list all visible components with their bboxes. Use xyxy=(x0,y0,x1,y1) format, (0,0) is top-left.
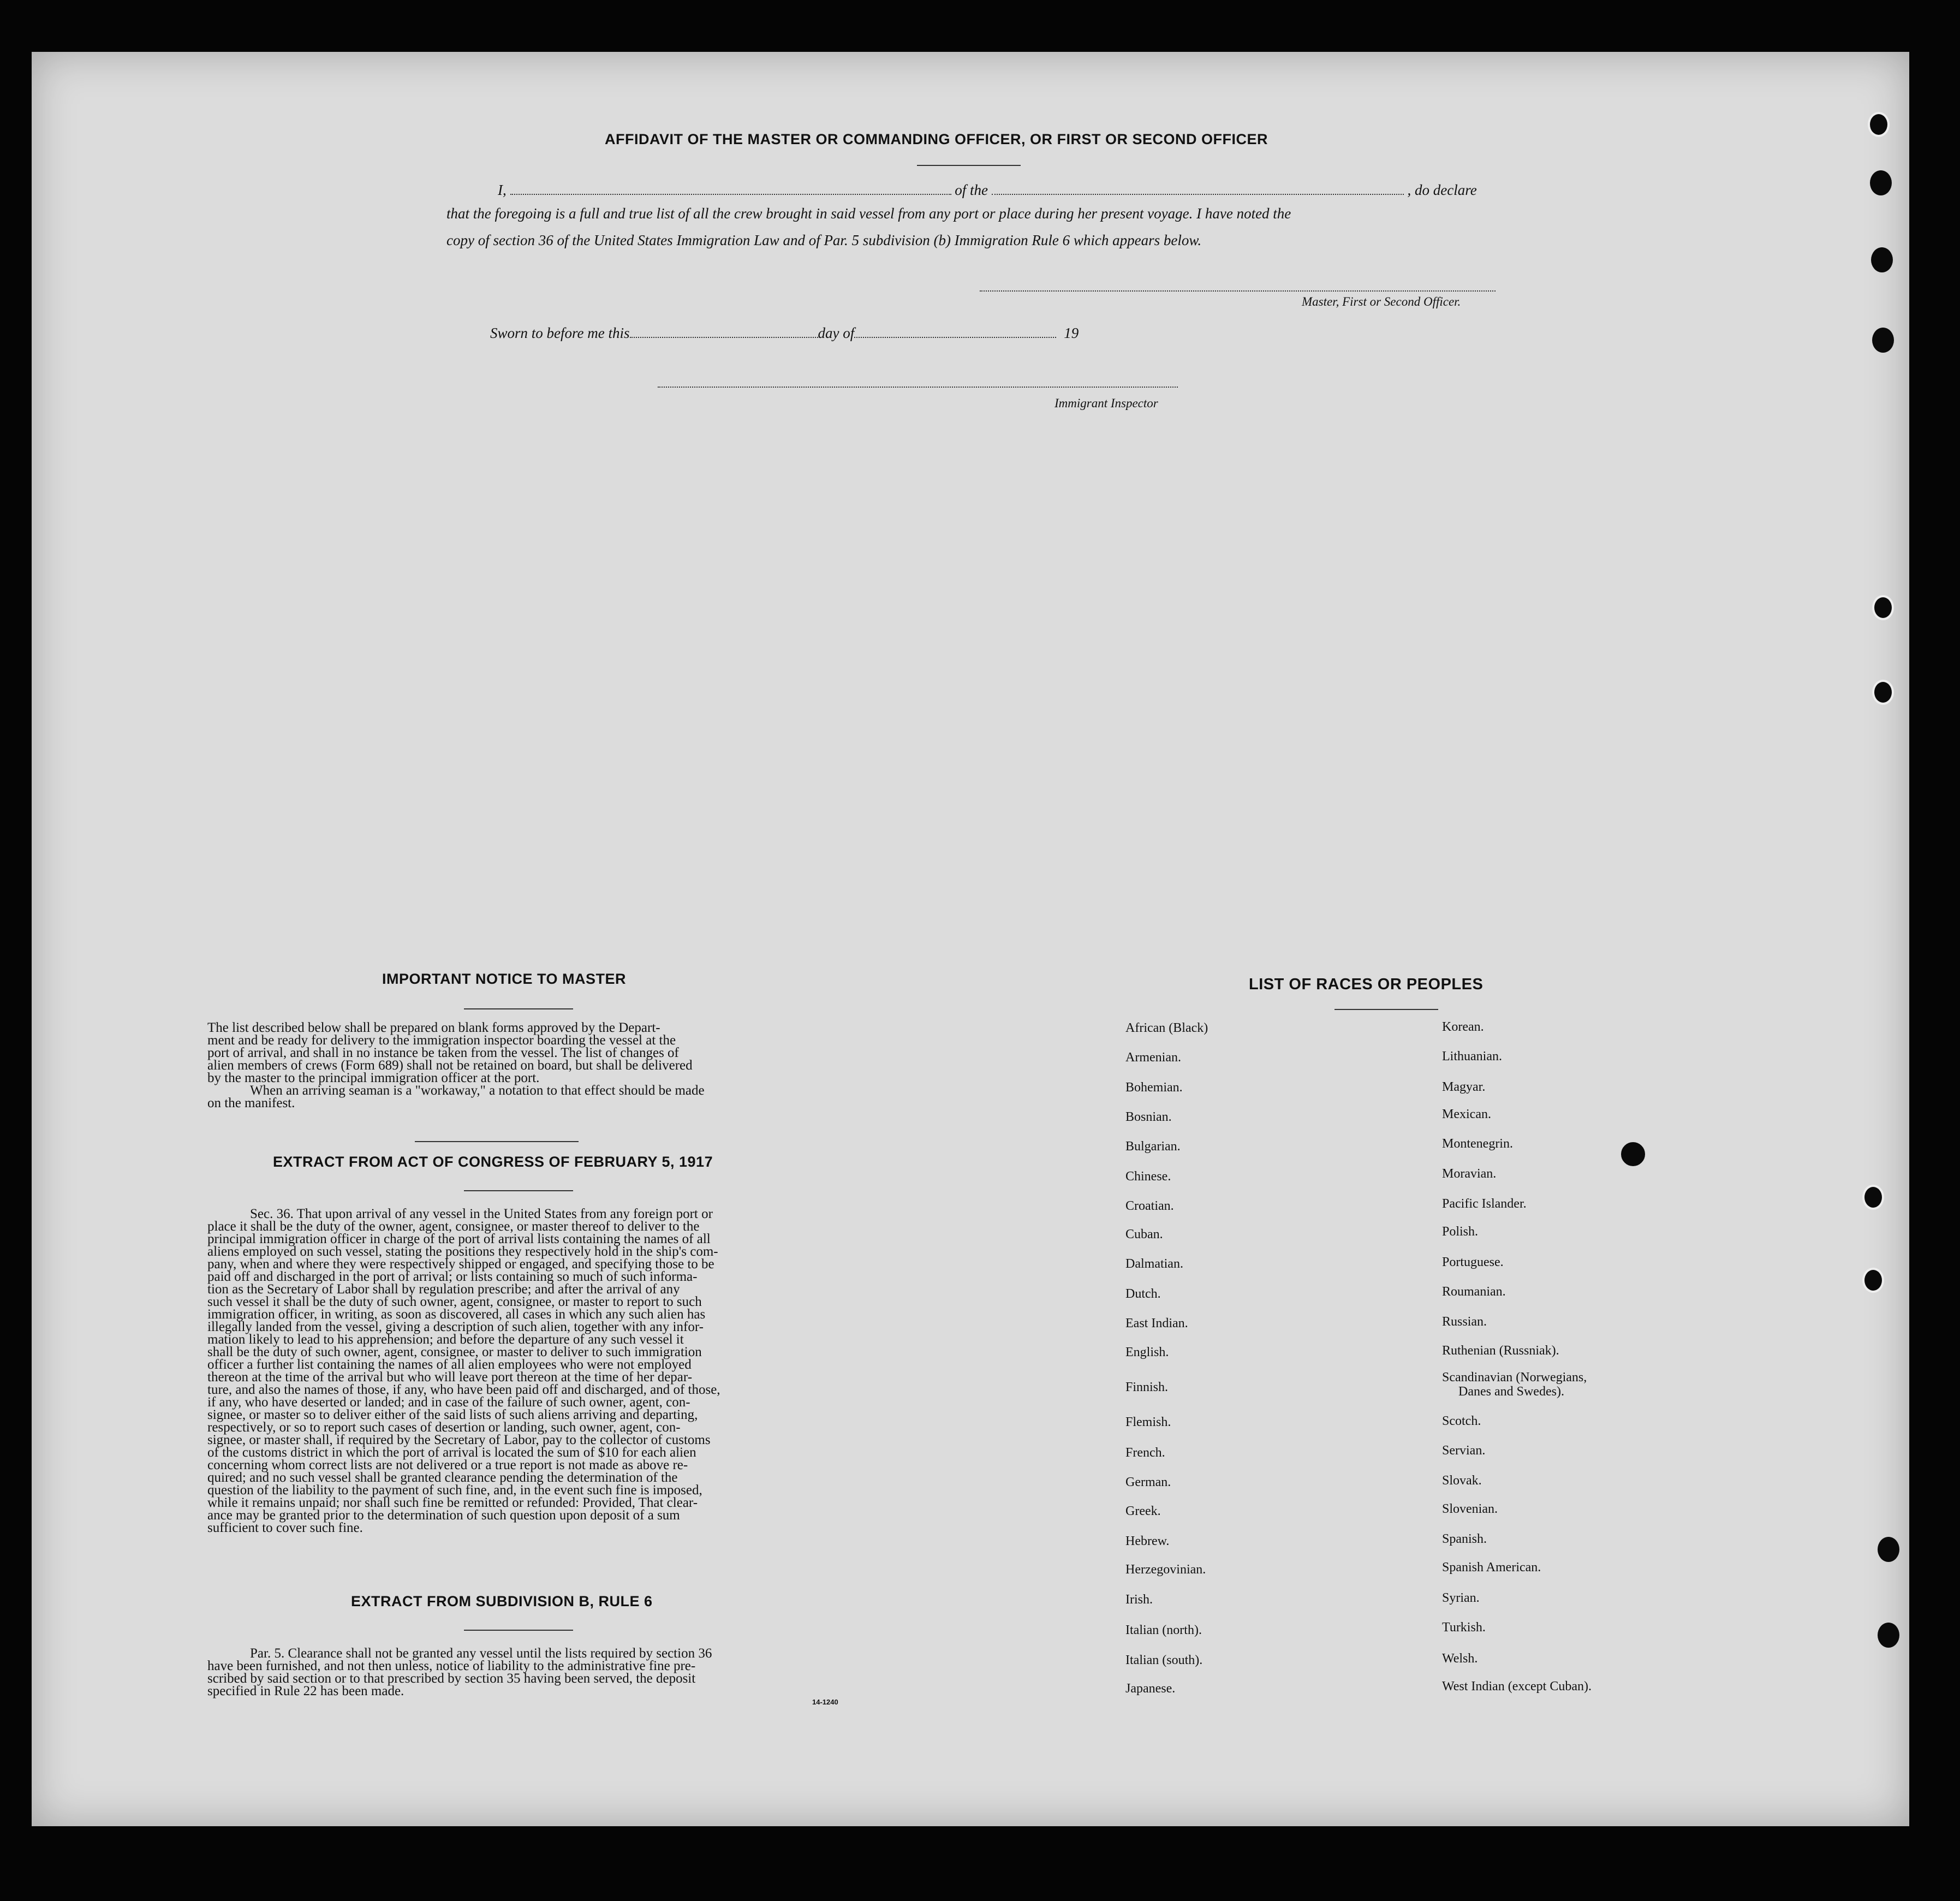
race-item: Pacific Islander. xyxy=(1442,1197,1527,1211)
act-line: aliens employed on such vessel, stating the positions they respectively hold in the ship's com- xyxy=(207,1244,718,1259)
race-item: Scandinavian (Norwegians, xyxy=(1442,1370,1587,1385)
notice-line: on the manifest. xyxy=(207,1096,295,1110)
affidavit-title: AFFIDAVIT OF THE MASTER OR COMMANDING OFFICER, OR FIRST OR SECOND OFFICER xyxy=(605,131,1268,147)
act-line: signee, or master so to deliver either of the said lists of such aliens arriving and departing, xyxy=(207,1407,698,1422)
race-item: Polish. xyxy=(1442,1225,1479,1239)
notice-line: alien members of crews (Form 689) shall not be retained on board, but shall be delivered xyxy=(207,1058,693,1073)
act-line: officer a further list containing the names of all alien employees who were not employed xyxy=(207,1357,692,1372)
race-item: Servian. xyxy=(1442,1443,1486,1458)
race-item: Mexican. xyxy=(1442,1107,1491,1121)
race-item: Finnish. xyxy=(1125,1380,1169,1394)
declaration-line-2: that the foregoing is a full and true list of all the crew brought in said vessel from any port or place during her present voyage. I have noted the xyxy=(446,205,1291,222)
race-item: Herzegovinian. xyxy=(1125,1563,1206,1577)
act-rule xyxy=(464,1190,573,1191)
binder-hole xyxy=(1862,1185,1884,1210)
race-item: Bohemian. xyxy=(1125,1080,1183,1095)
race-item: Magyar. xyxy=(1442,1080,1486,1094)
race-item: Scotch. xyxy=(1442,1414,1481,1428)
act-line: immigration officer, in writing, as soon as discovered, all cases in which any such alien has xyxy=(207,1307,706,1322)
race-item: Dalmatian. xyxy=(1125,1257,1183,1271)
inspector-caption: Immigrant Inspector xyxy=(1055,396,1158,410)
act-line: shall be the duty of such owner, agent, consignee, or master to deliver to such immigration xyxy=(207,1345,702,1359)
binder-hole xyxy=(1871,247,1893,272)
notice-line: port of arrival, and shall in no instance be taken from the vessel. The list of changes of xyxy=(207,1045,679,1060)
act-line: quired; and no such vessel shall be granted clearance pending the determination of the xyxy=(207,1470,678,1485)
race-item: Roumanian. xyxy=(1442,1285,1506,1299)
declaration-line-3: copy of section 36 of the United States Immigration Law and of Par. 5 subdivision (b) Immigration Rule 6 which appears below. xyxy=(446,232,1202,248)
act-line: illegally landed from the vessel, giving a description of such alien, together with any infor- xyxy=(207,1320,704,1334)
race-item: Montenegrin. xyxy=(1442,1137,1513,1151)
act-line: mation likely to lead to his apprehension; and before the departure of any such vessel it xyxy=(207,1332,684,1347)
rule-title: EXTRACT FROM SUBDIVISION B, RULE 6 xyxy=(351,1593,653,1609)
rule-title-rule xyxy=(464,1630,573,1631)
notice-line: by the master to the principal immigration officer at the port. xyxy=(207,1071,540,1085)
race-item: Italian (south). xyxy=(1125,1653,1203,1667)
race-item: Turkish. xyxy=(1442,1620,1486,1635)
race-item: African (Black) xyxy=(1125,1021,1208,1035)
notice-body xyxy=(207,1021,832,1109)
race-item: Cuban. xyxy=(1125,1227,1163,1241)
race-item: Spanish. xyxy=(1442,1532,1487,1546)
notice-line: When an arriving seaman is a "workaway," a notation to that effect should be made xyxy=(250,1083,705,1098)
race-item: Croatian. xyxy=(1125,1199,1174,1213)
notice-rule xyxy=(464,1008,573,1009)
act-title: EXTRACT FROM ACT OF CONGRESS OF FEBRUARY 5, 1917 xyxy=(273,1154,713,1170)
race-item: Danes and Swedes). xyxy=(1458,1385,1564,1399)
sworn-month-blank xyxy=(854,337,1056,338)
race-item: French. xyxy=(1125,1446,1165,1460)
act-line: thereon at the time of the arrival but who will leave port thereon at the time of her depar- xyxy=(207,1370,693,1385)
of-the-label: of the xyxy=(955,182,988,198)
section-divider xyxy=(415,1141,579,1142)
binder-hole xyxy=(1870,170,1892,195)
document-sheet xyxy=(32,52,1909,1826)
binder-hole xyxy=(1878,1623,1899,1648)
notice-line: The list described below shall be prepared on blank forms approved by the Depart- xyxy=(207,1020,660,1035)
race-item: Chinese. xyxy=(1125,1169,1171,1184)
title-rule xyxy=(917,165,1021,166)
do-declare-label: , do declare xyxy=(1407,182,1477,198)
binder-hole xyxy=(1872,328,1894,353)
act-line: sufficient to cover such fine. xyxy=(207,1520,363,1535)
act-line: signee, or master shall, if required by the Secretary of Labor, pay to the collector of customs xyxy=(207,1433,711,1447)
race-item: West Indian (except Cuban). xyxy=(1442,1679,1592,1694)
form-number: 14-1240 xyxy=(812,1698,838,1706)
act-line: principal immigration officer in charge of the port of arrival lists containing the names of all xyxy=(207,1232,711,1246)
races-rule xyxy=(1335,1009,1438,1010)
sworn-label: Sworn to before me this xyxy=(490,325,630,341)
act-line: while it remains unpaid; nor shall such fine be remitted or refunded: Provided, That clear- xyxy=(207,1495,698,1510)
vessel-blank xyxy=(992,194,1404,195)
race-item: Moravian. xyxy=(1442,1167,1497,1181)
race-item: Slovenian. xyxy=(1442,1502,1498,1516)
inspector-signature-line xyxy=(658,387,1178,388)
race-item: Korean. xyxy=(1442,1020,1484,1034)
race-item: Ruthenian (Russniak). xyxy=(1442,1344,1559,1358)
rule-body xyxy=(207,1647,832,1697)
race-item: Hebrew. xyxy=(1125,1534,1170,1548)
race-item: Bosnian. xyxy=(1125,1110,1172,1124)
act-line: if any, who have deserted or landed; and in case of the failure of such owner, agent, con- xyxy=(207,1395,690,1410)
notice-title: IMPORTANT NOTICE TO MASTER xyxy=(382,971,626,987)
binder-hole xyxy=(1868,112,1890,137)
binder-hole xyxy=(1862,1268,1884,1293)
race-item: Welsh. xyxy=(1442,1652,1478,1666)
race-item: Russian. xyxy=(1442,1315,1487,1329)
act-line: ture, and also the names of those, if any, who have been paid off and discharged, and of those, xyxy=(207,1382,720,1397)
race-item: Greek. xyxy=(1125,1504,1161,1518)
race-item: Irish. xyxy=(1125,1593,1153,1607)
race-item: Dutch. xyxy=(1125,1287,1161,1301)
act-line: paid off and discharged in the port of arrival; or lists containing so much of such informa- xyxy=(207,1269,698,1284)
race-item: Armenian. xyxy=(1125,1050,1181,1065)
act-line: question of the liability to the payment of such fine, and, in the event such fine is imposed, xyxy=(207,1483,702,1498)
binder-hole xyxy=(1872,595,1894,620)
binder-hole xyxy=(1872,680,1894,705)
race-item: Portuguese. xyxy=(1442,1255,1504,1269)
act-line: tion as the Secretary of Labor shall by regulation prescribe; and after the arrival of any xyxy=(207,1282,680,1297)
year-prefix: 19 xyxy=(1064,325,1079,341)
act-line: ance may be granted prior to the determination of such question upon deposit of a sum xyxy=(207,1508,680,1523)
day-of-label: day of xyxy=(818,325,855,341)
race-item: Japanese. xyxy=(1125,1682,1176,1696)
name-blank xyxy=(510,194,951,195)
declaration-line-1 xyxy=(498,182,1477,199)
rule-line: specified in Rule 22 has been made. xyxy=(207,1684,404,1698)
race-item: English. xyxy=(1125,1345,1169,1359)
notice-line: ment and be ready for delivery to the immigration inspector boarding the vessel at the xyxy=(207,1033,676,1048)
race-item: Bulgarian. xyxy=(1125,1139,1181,1154)
act-line: respectively, or so to report such cases of desertion or landing, such owner, agent, con- xyxy=(207,1420,681,1435)
act-line: concerning whom correct lists are not delivered or a true report is not made as above re- xyxy=(207,1458,688,1472)
act-line: such vessel it shall be the duty of such owner, agent, consignee, or master to report to such xyxy=(207,1294,702,1309)
rule-line: Par. 5. Clearance shall not be granted any vessel until the lists required by section 36 xyxy=(250,1646,712,1661)
race-item: German. xyxy=(1125,1475,1171,1489)
act-body xyxy=(207,1208,832,1534)
race-item: East Indian. xyxy=(1125,1316,1188,1330)
binder-hole xyxy=(1878,1537,1899,1562)
master-signature-line xyxy=(980,290,1496,292)
sworn-line xyxy=(490,325,1079,342)
race-item: Syrian. xyxy=(1442,1591,1480,1605)
rule-line: have been furnished, and not then unless, notice of liability to the administrative fine pre- xyxy=(207,1659,696,1673)
sworn-day-blank xyxy=(630,337,818,338)
race-item: Spanish American. xyxy=(1442,1560,1541,1575)
race-item: Lithuanian. xyxy=(1442,1049,1502,1064)
race-item: Flemish. xyxy=(1125,1415,1171,1429)
act-line: pany, when and where they were respectively shipped or engaged, and specifying those to be xyxy=(207,1257,714,1272)
race-item: Slovak. xyxy=(1442,1474,1482,1488)
master-caption: Master, First or Second Officer. xyxy=(1302,295,1461,308)
rule-line: scribed by said section or to that prescribed by section 35 having been served, the deposit xyxy=(207,1671,696,1686)
ink-blot xyxy=(1621,1142,1645,1166)
act-line: of the customs district in which the port of arrival is located the sum of $10 for each alien xyxy=(207,1445,696,1460)
i-label: I, xyxy=(498,182,507,198)
race-item: Italian (north). xyxy=(1125,1623,1202,1637)
act-line: Sec. 36. That upon arrival of any vessel in the United States from any foreign port or xyxy=(250,1207,713,1221)
act-line: place it shall be the duty of the owner, agent, consignee, or master thereof to deliver to the xyxy=(207,1219,700,1234)
races-title: LIST OF RACES OR PEOPLES xyxy=(1249,976,1484,993)
